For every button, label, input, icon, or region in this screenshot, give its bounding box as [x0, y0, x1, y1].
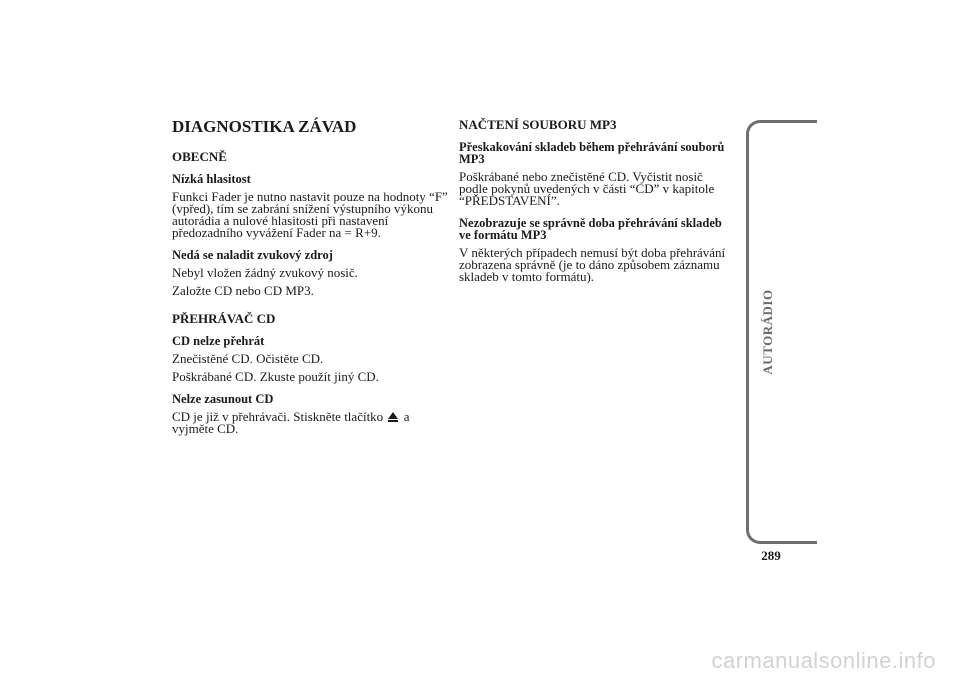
paragraph-cannot-insert-part-b: a vyjměte CD. — [172, 409, 410, 436]
page-number: 289 — [761, 548, 781, 563]
left-column — [172, 117, 454, 441]
eject-icon — [388, 412, 398, 422]
subheading-low-volume: Nízká hlasitost — [172, 172, 251, 186]
subheading-skipping: Přeskakování skladeb během přehrávání souborů MP3 — [459, 140, 725, 166]
section-heading-general: OBECNĚ — [172, 149, 227, 164]
right-column — [459, 117, 734, 289]
paragraph-no-source-2: Založte CD nebo CD MP3. — [172, 283, 314, 298]
paragraph-low-volume: Funkci Fader je nutno nastavit pouze na hodnoty “F” (vpřed), tím se zabrání snížení výstupního výkonu autorádia a nulové hlasitosti při nastavení předozadního vyvážení Fader na = R+9. — [172, 189, 448, 240]
section-heading-mp3: NAČTENÍ SOUBORU MP3 — [459, 117, 617, 132]
chapter-tab-label: AUTORÁDIO — [760, 289, 775, 375]
watermark: carmanualsonline.info — [711, 648, 936, 673]
paragraph-duration: V některých případech nemusí být doba přehrávání zobrazena správně (je to dáno způsobem záznamu skladeb v tomto formátu). — [459, 245, 726, 284]
paragraph-cannot-insert — [172, 411, 454, 435]
subheading-no-source: Nedá se naladit zvukový zdroj — [172, 248, 333, 262]
paragraph-no-source-1: Nebyl vložen žádný zvukový nosič. — [172, 265, 358, 280]
paragraph-cannot-play-2: Poškrábané CD. Zkuste použít jiný CD. — [172, 369, 379, 384]
subheading-duration: Nezobrazuje se správně doba přehrávání skladeb ve formátu MP3 — [459, 216, 722, 242]
paragraph-cannot-insert-part-a: CD je již v přehrávači. Stiskněte tlačítko — [172, 409, 384, 424]
subheading-cannot-insert: Nelze zasunout CD — [172, 392, 274, 406]
paragraph-cannot-play-1: Znečistěné CD. Očistěte CD. — [172, 351, 324, 366]
page-title: DIAGNOSTIKA ZÁVAD — [172, 117, 357, 136]
paragraph-skipping: Poškrábané nebo znečistěné CD. Vyčistit nosič podle pokynů uvedených v části “CD” v kapitole “PŘEDSTAVENÍ”. — [459, 169, 715, 208]
subheading-cannot-play: CD nelze přehrát — [172, 334, 265, 348]
chapter-tab-bracket — [746, 120, 817, 544]
section-heading-cd-player: PŘEHRÁVAČ CD — [172, 311, 276, 326]
